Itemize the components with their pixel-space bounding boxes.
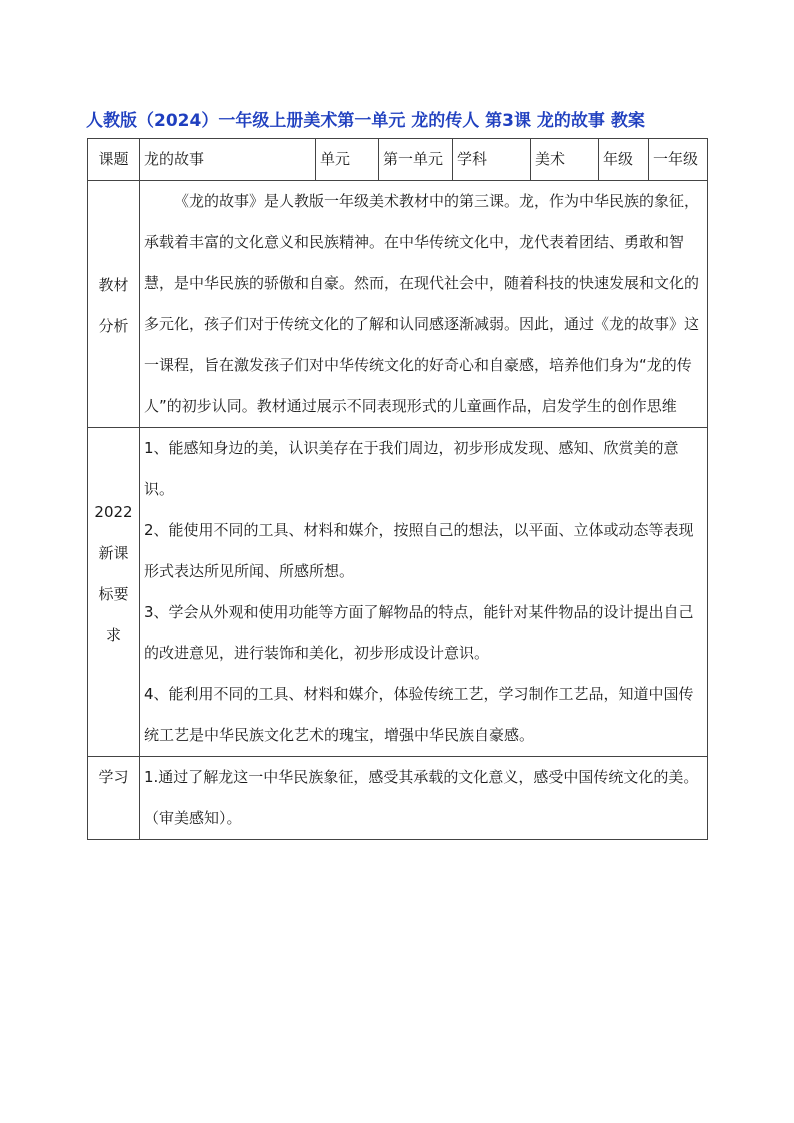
page-title: 人教版（2024）一年级上册美术第一单元 龙的传人 第3课 龙的故事 教案	[86, 111, 645, 131]
analysis-cell	[140, 181, 708, 428]
goals-cell	[140, 757, 708, 840]
analysis-row	[88, 181, 708, 428]
standards-label: 2022新课标要求	[88, 428, 140, 757]
grade-value: 一年级	[649, 139, 708, 181]
course-label: 课题	[88, 139, 140, 181]
analysis-text: 《龙的故事》是人教版一年级美术教材中的第三课。龙，作为中华民族的象征，承载着丰富的文化意义和民族精神。在中华传统文化中，龙代表着团结、勇敢和智慧，是中华民族的骄傲和自豪。然而，在现代社会中，随着科技的快速发展和文化的多元化，孩子们对于传统文化的了解和认同感逐渐减弱。因此，通过《龙的故事》这一课程，旨在激发孩子们对中华传统文化的好奇心和自豪感，培养他们身为“龙的传人”的初步认同。教材通过展示不同表现形式的儿童画作品，启发学生的创作思维	[144, 192, 700, 415]
header-row	[88, 139, 708, 181]
standards-cell	[140, 428, 708, 757]
goals-row	[88, 757, 708, 840]
goals-label: 学习	[88, 757, 140, 840]
course-value: 龙的故事	[140, 139, 316, 181]
standards-row	[88, 428, 708, 757]
standards-item-4: 4、能利用不同的工具、材料和媒介，体验传统工艺，学习制作工艺品，知道中国传统工艺是中华民族文化艺术的瑰宝，增强中华民族自豪感。	[144, 685, 694, 744]
goals-item-1: 1.通过了解龙这一中华民族象征，感受其承载的文化意义，感受中国传统文化的美。（审美感知）。	[144, 768, 699, 827]
lesson-plan-table	[87, 138, 708, 840]
subject-value: 美术	[531, 139, 599, 181]
standards-item-3: 3、学会从外观和使用功能等方面了解物品的特点，能针对某件物品的设计提出自己的改进意见，进行装饰和美化，初步形成设计意识。	[144, 603, 694, 662]
standards-item-2: 2、能使用不同的工具、材料和媒介，按照自己的想法，以平面、立体或动态等表现形式表达所见所闻、所感所想。	[144, 521, 694, 580]
grade-label: 年级	[599, 139, 649, 181]
subject-label: 学科	[453, 139, 531, 181]
unit-value: 第一单元	[379, 139, 453, 181]
analysis-label: 教材分析	[88, 181, 140, 428]
unit-label: 单元	[316, 139, 379, 181]
standards-item-1: 1、能感知身边的美，认识美存在于我们周边，初步形成发现、感知、欣赏美的意识。	[144, 439, 679, 498]
